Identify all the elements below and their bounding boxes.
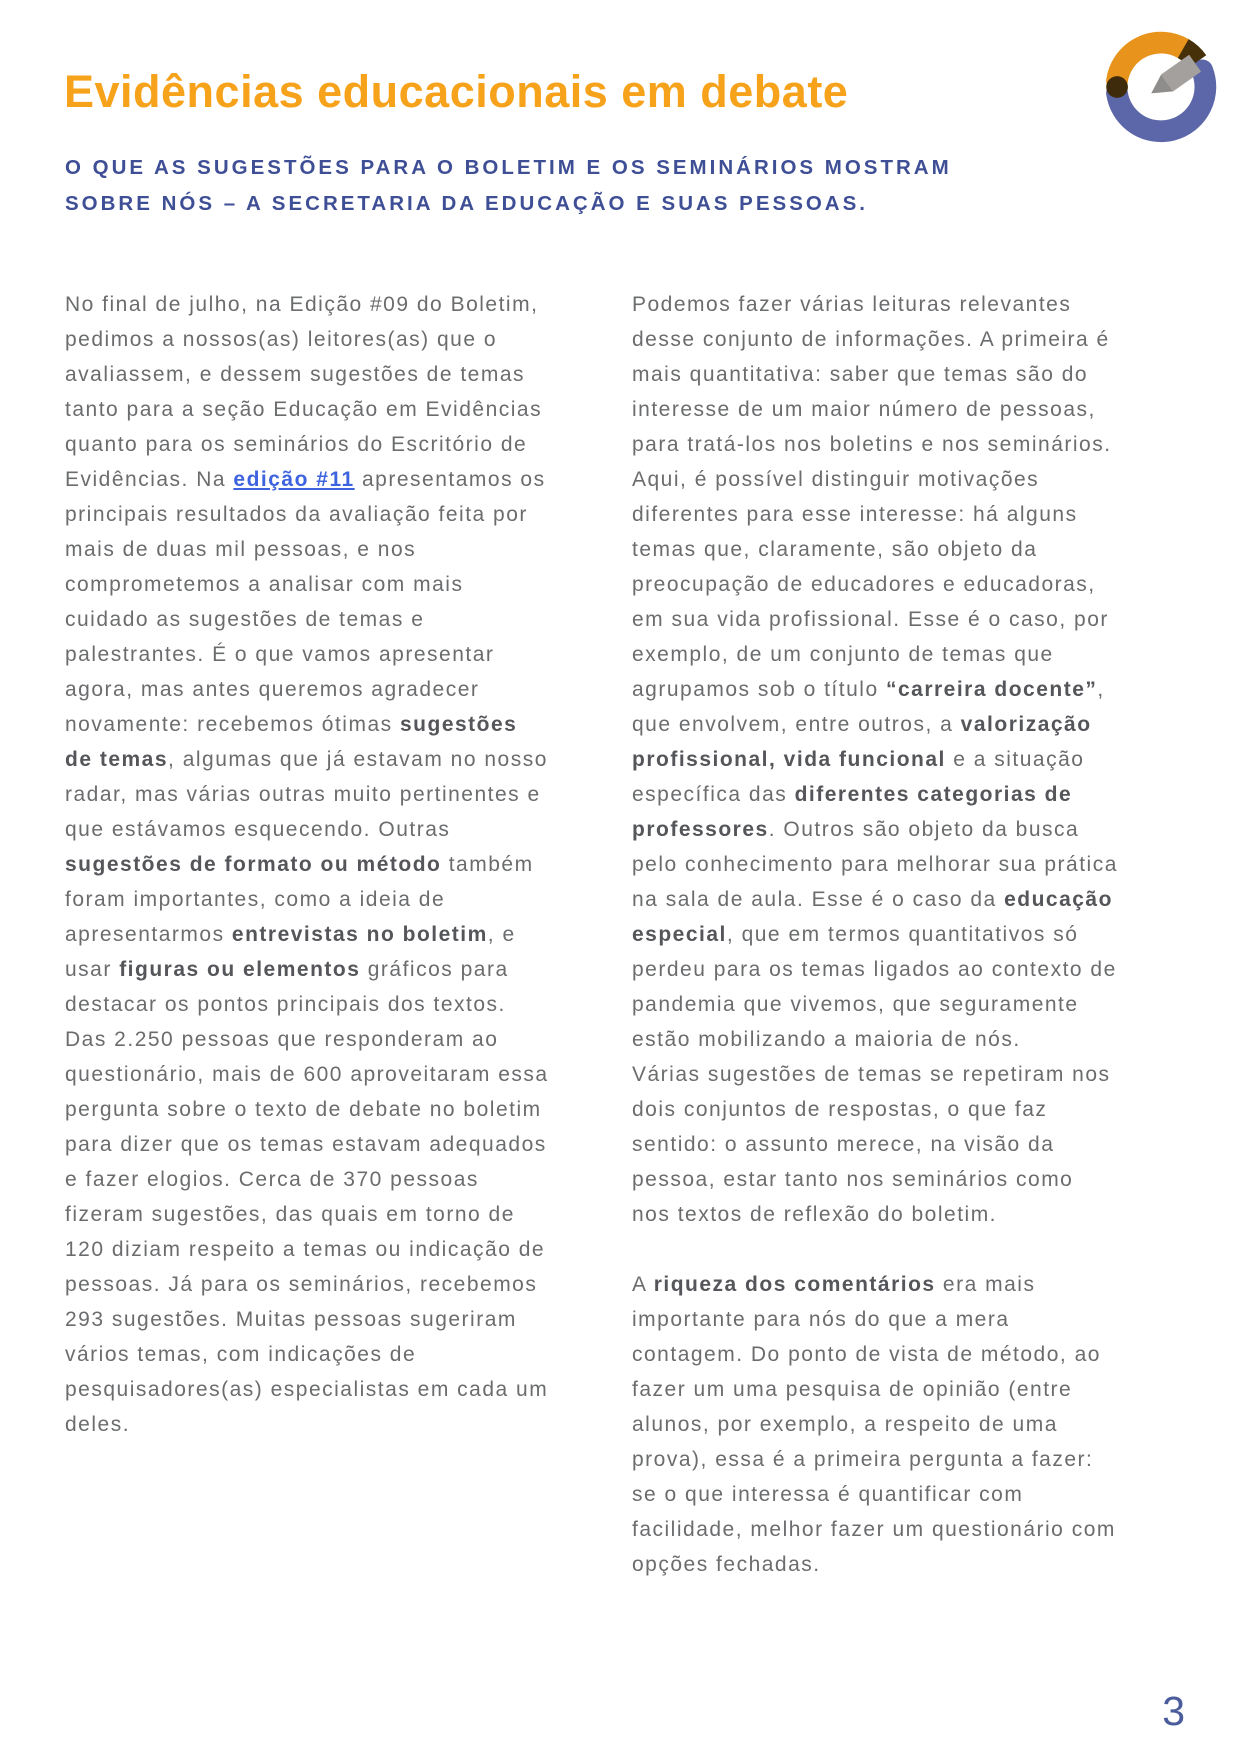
- text-run: diferentes categorias de professores: [632, 783, 1073, 841]
- text-run: apresentamos os principais resultados da avaliação feita por mais de duas mil pessoas, e nos comprometemos a analisar com mais cuidado as sugestões de temas e palestrantes. É o que vamos apresentar agora, mas antes queremos agradecer novamente: recebemos ótimas: [65, 468, 546, 736]
- logo-brown-dot: [1106, 76, 1128, 98]
- right-column: [632, 287, 1119, 1582]
- body-columns: [65, 287, 1119, 1582]
- text-run: valorização profissional, vida funcional: [632, 713, 1092, 771]
- edicao-11-link[interactable]: edição #11: [233, 468, 355, 491]
- text-run: figuras ou elementos: [119, 958, 361, 981]
- text-run: educação especial: [632, 888, 1113, 946]
- text-run: No final de julho, na Edição #09 do Boletim, pedimos a nossos(as) leitores(as) que o avaliassem, e dessem sugestões de temas tanto para a seção Educação em Evidências quanto para os seminários do Escritório de Evidências. Na: [65, 293, 543, 491]
- text-run: também foram importantes, como a ideia de apresentarmos: [65, 853, 534, 946]
- page-title: Evidências educacionais em debate: [64, 66, 849, 117]
- text-run: , que em termos quantitativos só perdeu para os temas ligados ao contexto de pandemia que vivemos, que seguramente estão mobilizando a maioria de nós.: [632, 923, 1117, 1051]
- text-run: sugestões de temas: [65, 713, 518, 771]
- paragraph: [632, 1267, 1119, 1582]
- text-run: riqueza dos comentários: [653, 1273, 936, 1296]
- text-run: Das 2.250 pessoas que responderam ao questionário, mais de 600 aproveitaram essa pergunta sobre o texto de debate no boletim para dizer que os temas estavam adequados e fazer elogios. Cerca de 370 pessoas fizeram sugestões, das quais em torno de 120 diziam respeito a temas ou indicação de pessoas. Já para os seminários, recebemos 293 sugestões. Muitas pessoas sugeriram vários temas, com indicações de pesquisadores(as) especialistas em cada um deles.: [65, 1028, 549, 1436]
- text-run: , que envolvem, entre outros, a: [632, 678, 1105, 736]
- text-run: . Outros são objeto da busca pelo conhecimento para melhorar sua prática na sala de aula. Esse é o caso da: [632, 818, 1118, 911]
- text-run: entrevistas no boletim: [231, 923, 488, 946]
- pencil-e-logo-icon: [1099, 25, 1223, 149]
- text-run: “carreira docente”: [885, 678, 1098, 701]
- paragraph: [632, 287, 1119, 1057]
- evidencias-pencil-e-logo: [1099, 25, 1223, 149]
- page-number: 3: [1162, 1688, 1185, 1734]
- page-subtitle: O QUE AS SUGESTÕES PARA O BOLETIM E OS SEMINÁRIOS MOSTRAM SOBRE NÓS – A SECRETARIA DA EDUCAÇÃO E SUAS PESSOAS.: [65, 156, 952, 215]
- logo-pencil-body: [1167, 63, 1195, 83]
- text-run: A: [632, 1273, 654, 1296]
- text-run: Várias sugestões de temas se repetiram nos dois conjuntos de respostas, o que faz sentido: o assunto merece, na visão da pessoa, estar tanto nos seminários como nos textos de reflexão do boletim.: [632, 1063, 1111, 1226]
- text-run: gráficos para destacar os pontos principais dos textos.: [65, 958, 509, 1016]
- text-run: , e usar: [65, 923, 516, 981]
- paragraph: [65, 287, 552, 1022]
- text-run: sugestões de formato ou método: [65, 853, 442, 876]
- text-run: , algumas que já estavam no nosso radar, mas várias outras muito pertinentes e que estávamos esquecendo. Outras: [65, 748, 548, 841]
- paragraph: [632, 1057, 1119, 1232]
- left-column: [65, 287, 552, 1582]
- text-run: Podemos fazer várias leituras relevantes desse conjunto de informações. A primeira é mais quantitativa: saber que temas são do interesse de um maior número de pessoas, para tratá-los nos boletins e nos seminários. Aqui, é possível distinguir motivações diferentes para esse interesse: há alguns temas que, claramente, são objeto da preocupação de educadores e educadoras, em sua vida profissional. Esse é o caso, por exemplo, de um conjunto de temas que agrupamos sob o título: [632, 293, 1112, 701]
- paragraph: [65, 1022, 552, 1442]
- text-run: era mais importante para nós do que a mera contagem. Do ponto de vista de método, ao fazer um uma pesquisa de opinião (entre alunos, por exemplo, a respeito de uma prova), essa é a primeira pergunta a fazer: se o que interessa é quantificar com facilidade, melhor fazer um questionário com opções fechadas.: [632, 1273, 1116, 1576]
- text-run: e a situação específica das: [632, 748, 1085, 806]
